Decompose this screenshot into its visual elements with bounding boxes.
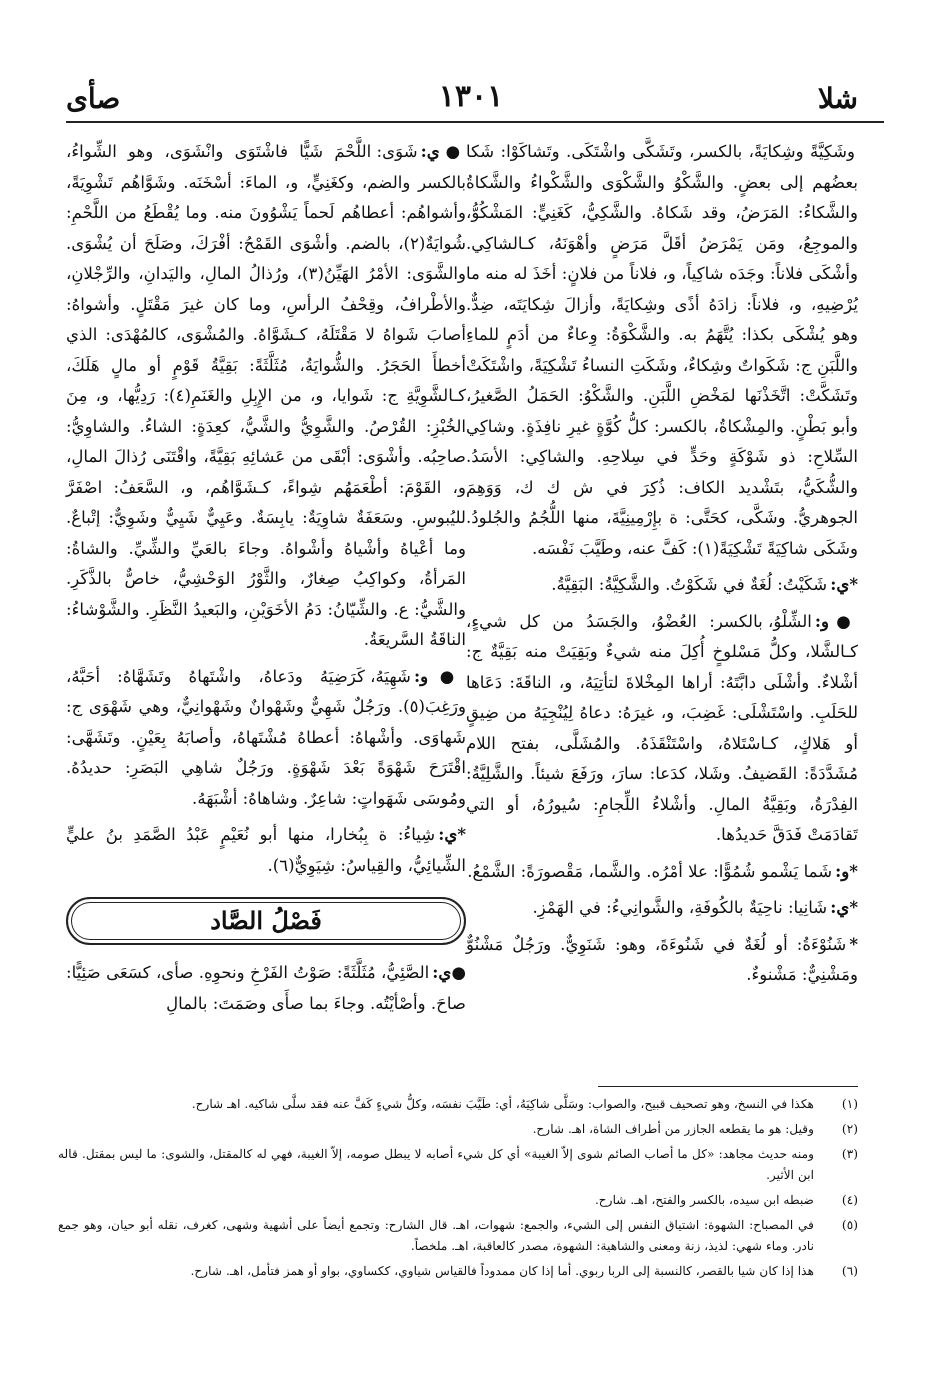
footnote-text: هذا إذا كان شيا بالقصر، كالنسبة إلى الربا ربوي. أما إذا كان ممدوداً فالقياس شياوي، ككساوي، بواو أو همز فتأمل، اهـ. شارح.: [190, 1264, 814, 1278]
entry: [66, 136, 466, 656]
entry-text: وشَكِيَّةً وشِكايَةً، بالكسر، وتَشَكَّى واشْتَكَى. وتَشاكَوْا: شَكا بعضُهم إلى بعضٍ. والشَّكْوُ والشَّكْوَى والشَّكْواءُ والشَّكاةُ والشَّكاءُ: المَرَضُ، وقد شَكاهُ. والشَّكِيُّ، كَغَنِيٍّ: المَشْكُوُّ، والموجِعُ، ومَن يَمْرَضُ أقَلَّ مَرَضٍ وأهْوَنَهُ، كـالشاكِي. وأشْكَى فلاناً: وجَدَه شاكِياً، و، فلاناً من فلانٍ: أخَذَ له منه ما يُرْضِيهِ، و، فلاناً: زادَهُ أذًى وشِكايَةً، وأزالَ شِكايَتَه، ضِدٌّ. وهو يُشْكَى بكذا: يُتَّهَمُ به. والشَّكْوَةُ: وِعاءٌ من أدَمٍ للماءِ واللَّبَنِ ج: شَكَواتٌ وشِكاءٌ، وشَكَتِ النساءُ تَشْكِيَةً، واشْتَكَتْ وتَشَكَّتْ: اتَّخَذْنَها لمَخْضِ اللَّبَنِ. والشَّكْوُ: الحَمَلُ الصَّغيرُ، وأبو بَطْنٍ. والمِشْكاةُ، بالكسر: كلُّ كُوَّةٍ غيرِ نافِذَةٍ. وشاكِي السِّلاحِ: ذو شَوْكَةٍ وحَدٍّ في سِلاحِهِ. والشاكِي: الأسَدُ. والشُّكَيُّ، بتَشْديد الكاف: ذُكِرَ في ش ك ك، وَوَهِمَ الجوهريُّ. وشَكَّى، كحَتَّى: ة بإِرْمِينِيَّةَ، منها اللُّجُمُ والجُلودُ. وشَكَى شاكِيَةً تَشْكِيَةً(١): كَفَّ عنه، وطَيَّبَ نَفْسَه.: [466, 142, 858, 558]
footnotes: [58, 1094, 858, 1286]
entry-mark: *ي:: [438, 824, 466, 844]
footnote-text: في المصباح: الشهوة: اشتياق النفس إلى الشيء، والجمع: شهوات، اهـ. قال الشارح: وتجمع أيضاً على أشهية وشهى، كغرف، نقله أبو حيان، وهو جمع نادر. وماء شهي: لذيذ، زنة ومعنى والشاهية: الشهوة، مصدر كالعاقبة، اهـ. ملخصاً.: [58, 1218, 814, 1253]
section-title: فَصْلُ الصَّاد: [210, 905, 322, 935]
footnote: [58, 1094, 858, 1115]
entry: [66, 819, 466, 881]
entry: [466, 136, 858, 564]
entry: [66, 957, 466, 1019]
entry: [466, 606, 858, 851]
page-number: ١٣٠١: [438, 79, 504, 114]
right-column: [466, 136, 858, 996]
entry-mark: ●ي:: [432, 962, 467, 982]
footnote: [58, 1144, 858, 1186]
left-column: [66, 136, 466, 1024]
entry-text: الشِّلْوُ، بالكسر: العُضْوُ، والجَسَدُ من كل شيءٍ، كـالشَّلا، وكلُّ مَسْلوخٍ أُكِلَ منه شيءٌ وبَقِيَتْ منه بَقِيَّةٌ ج: أشْلاءٌ. وأشْلَى دابَّتَهُ: أراها المِخْلاةَ لتأتِيَهُ، و، الناقَةَ: دَعَاها للحَلَبِ. واسْتَشْلَى: غَضِبَ، و، غيرَهُ: دعاهُ لِيُنْجِيَهُ من ضِيقٍ أو هَلاكٍ، كـاسْتَلاهُ، واسْتَنْقَذَهُ. والمُشَلَّى، بفتح اللام مُشَدَّدَةً: القَضيفُ. وشَلا، كدَعا: سارَ، ورَفَعَ شيئاً. والشَّلِيَّةُ: الفِدْرَةُ، وبَقِيَّةُ المالِ. وأشْلاءُ اللِّجامِ: سُيورُهُ، أو التي تَقادَمَتْ فَدَقَّ حَديدُها.: [466, 611, 858, 844]
entry-text: شَنُوْءَةُ: أو لُغَةٌ في شَنُوءَةَ، وهو: شَنَوِيٌّ. ورَجُلٌ مَشْنُوٌّ ومَشْنِيٌّ: مَشْنوءٌ.: [466, 934, 858, 984]
header-rule: [66, 121, 884, 123]
footnote-number: (١): [841, 1097, 858, 1111]
entry: [66, 661, 466, 815]
running-head-right: شلا: [817, 82, 858, 115]
footnote-number: (٦): [841, 1264, 858, 1278]
footnote-number: (٥): [841, 1218, 858, 1232]
footnote-number: (٢): [841, 1122, 858, 1136]
footnote-text: ومنه حديث مجاهد: «كل ما أصاب الصائم شوى إلاّ الغيبة» أي كل شيء أصابه لا يبطل صومه، إلاّ الغيبة، فهي له كالمقتل، والشوى: ما ليس بمقتل. قاله ابن الأثير.: [58, 1147, 814, 1182]
footnote: [58, 1190, 858, 1211]
entry: [466, 892, 858, 924]
footnote-text: ضبطه ابن سيده، بالكسر والفتح، اهـ. شارح.: [594, 1193, 814, 1207]
entry: [466, 856, 858, 888]
footnote-text: هكذا في النسخ، وهو تصحيف قبيح، والصواب: وسَلَّى شاكِيَهُ، أي: طَيَّبَ نفسَه، وكلُّ شيءٍ كَفَّ عنه فقد سلَّى شاكيه. اهـ شارح.: [191, 1097, 814, 1111]
footnote-number: (٣): [841, 1147, 858, 1161]
entry-mark: *و:: [835, 860, 858, 881]
entry-mark: ●و:: [814, 610, 858, 631]
running-head-left: صأى: [66, 82, 121, 115]
entry-mark: *ي:: [830, 574, 858, 594]
entry-text: شَما يَشْمو شُمُوًّا: علا أمْرُه. والشَّما، مَقْصورَةً: الشَّمْعُ.: [467, 861, 833, 881]
entry-text: شَانِيا: ناحِيَةٌ بالكُوفَةِ، والشَّوانِيءُ: في الهَمْزِ.: [532, 898, 828, 917]
entry-mark: ●و:: [413, 665, 466, 686]
footnote: [58, 1261, 858, 1282]
entry-text: شَوَى: اللَّحْمَ شَيًّا فاشْتَوَى وانْشَوَى، وهو الشِّواءُ، بالكسر والضم، وكغَنِيٍّ، و، الماءَ: أسْخَنَه. وشَوَّاهُم تَشْوِيَةً، وأشواهُم: أعطاهُم لَحماً يَشْوُونَ منه. وما يُقْطَعُ من اللَّحْمِ: شُوايَةٌ(٢)، بالضم. وأشْوَى القَمْحُ: أفْرَكَ، وصَلَحَ أن يُشْوَى. والشَّوَى: الأمْرُ الهَيِّنُ(٣)، ورُذالُ المالِ، واليَدانِ، والرِّجْلانِ، والأطْرافُ، وقِحْفُ الرأسِ، وما كان غيرَ مَقْتَلٍ. وأشواهُ: أصابَ شَواهُ لا مَقْتَلَهُ، كـشَوَّاهُ. والمُشْوَى، كالمُهْدَى: الذي أخطأَ الحَجَرُ. والشُّوايَةُ، مُثَلَّثَةً: بَقِيَّةُ قَوْمٍ أو مالٍ هَلَكَ، كـالشَّوِيَّةِ ج: شَوايا، و، من الإِبِلِ والغَنَمِ(٤): رَدِيُّها، و، مِنَ الخُبْزِ: القُرْصُ. والشَّوِيُّ والشَّيُّ، كعِدَةٍ: الشاءُ. والشاوِيُّ: صاحِبُه. وأشْوَى: أبْقَى من عَشائِهِ بَقِيَّةً، واقْتَنَى رُذالَ المالِ، و، القَوْمَ: أطْعَمَهُم شِواءً، كـشَوَّاهُم، و، السَّعَفُ: اصْفَرَّ لليُبوسِ. وسَعَفَةٌ شاوِيَةٌ: يابِسَةٌ. وعَيِيٌّ شَيِيٌّ وشَوِيٌّ: إتْباعٌ. وما أعْياهُ وأشْياهُ وأشْواهُ. وجاءَ بالعَيِّ والشِّيِّ. والشاةُ: المَرأةُ، وكواكِبُ صِغارٌ، والثَّوْرُ الوَحْشِيُّ، خاصٌّ بالذَّكَرِ. والشَّيُّ: ع. والشِّيّانُ: دَمُ الأخَوَيْنِ، والبَعيدُ النَّظَرِ. والشَّوْشاءُ: الناقَةُ السَّريعَةُ.: [66, 142, 467, 649]
footnote-rule: [598, 1086, 858, 1087]
entry-mark: *ي:: [830, 897, 858, 917]
entry-mark: ●ي:: [420, 141, 467, 161]
entry-text: شَهِيَهُ، كَرَضِيَهُ ودَعاهُ، واشْتَهاهُ وتَشَهَّاهُ: أحَبَّهُ، ورَغِبَ(٥). ورَجُلٌ شَهِيٌّ وشَهْوانٌ وشَهْوانِيٌّ، وهي شَهْوَى ج: شَهاوَى. وأشْهاهُ: أعطاهُ مُشْتَهاهُ، وأصابَهُ بِعَيْنٍ. وتَشَهَّى: اقْتَرَحَ شَهْوَةً بَعْدَ شَهْوَةٍ. ورَجُلٌ شاهِي البَصَرِ: حديدُهُ. ومُوسَى شَهَواتٍ: شاعِرٌ. وشاهاهُ: أشْبَهَهُ.: [66, 666, 466, 808]
section-title-frame: [66, 897, 466, 945]
entry-text: الصَّئِيُّ، مُثَلَّثَةً: صَوْتُ الفَرْخِ ونحوِهِ. صأى، كسَعَى صَئِيًّا: صاحَ. وأصْأيْتُه. وجاءَ بما صأَى وصَمَتَ: بالمالِ: [66, 963, 466, 1013]
entry-text: شَكَيْتُ: لُغَةٌ في شَكَوْتُ. والشَّكِيَّةُ: البَقِيَّةُ.: [551, 575, 828, 594]
entry: [466, 929, 858, 991]
entry-mark: *: [849, 933, 858, 954]
entry-text: شِياءُ: ة بِبُخارا، منها أبو نُعَيْمٍ عَبْدُ الصَّمَدِ بنُ عليٍّ الشِّيائِيُّ، والقِياسُ: شِيَوِيٌّ(٦).: [66, 825, 466, 875]
footnote: [58, 1215, 858, 1257]
entry: [466, 569, 858, 601]
footnote: [58, 1119, 858, 1140]
footnote-text: وقيل: هو ما يقطعه الجازر من أطراف الشاة، اهـ. شارح.: [532, 1122, 814, 1136]
footnote-number: (٤): [841, 1193, 858, 1207]
